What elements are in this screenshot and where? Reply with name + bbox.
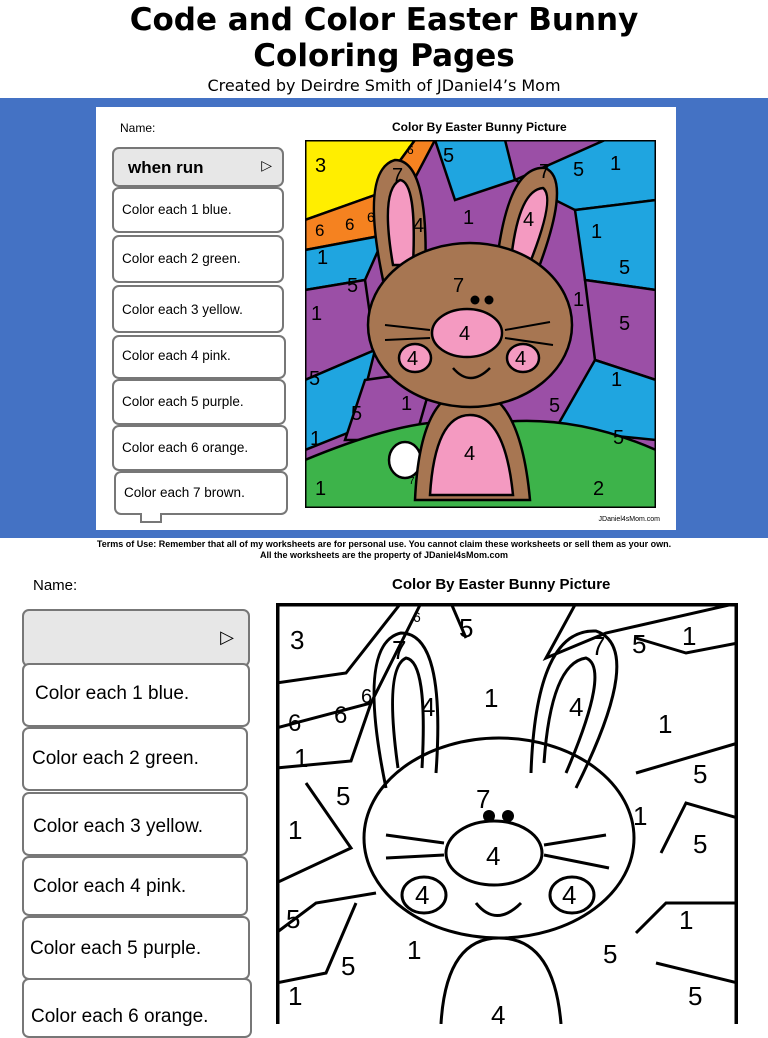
left-ear-inner-outline — [393, 658, 424, 768]
instruction-block-3 — [22, 792, 248, 856]
region-number: 7 — [392, 635, 407, 665]
region-number: 5 — [341, 951, 356, 981]
region-number: 5 — [693, 829, 708, 859]
region-number: 4 — [562, 880, 577, 910]
region-number: 4 — [415, 880, 430, 910]
region-number: 1 — [610, 153, 622, 175]
region-number: 3 — [315, 155, 327, 177]
terms-line2: All the worksheets are the property of JDaniel4sMom.com — [259, 550, 509, 560]
region-number: 1 — [463, 207, 475, 229]
region-number: 5 — [693, 759, 708, 789]
region-number: 5 — [619, 313, 631, 335]
region-number: 1 — [658, 709, 673, 739]
picture-title: Color By Easter Bunny Picture — [392, 120, 567, 134]
region-number: 1 — [407, 935, 422, 965]
bunny-eye — [502, 810, 514, 822]
watermark: JDaniel4sMom.com — [598, 516, 660, 523]
bunny-eye — [485, 296, 494, 305]
instruction-text: Color each 6 orange. — [31, 1006, 209, 1027]
instruction-text: Color each 3 yellow. — [122, 302, 243, 317]
region-number: 5 — [347, 275, 359, 297]
region-number: 4 — [515, 348, 527, 370]
region-number: 1 — [317, 247, 329, 269]
region-number: 1 — [633, 801, 648, 831]
block-notch — [140, 513, 162, 523]
instruction-block-2 — [22, 727, 248, 791]
when-run-block-blank — [22, 609, 250, 667]
region-number: 7 — [453, 275, 465, 297]
region-number: 4 — [464, 443, 476, 465]
region-number: 2 — [593, 478, 605, 500]
instruction-block-6 — [22, 978, 252, 1038]
region-number: 4 — [421, 692, 436, 722]
instruction-text: Color each 1 blue. — [122, 202, 232, 217]
instruction-text: Color each 1 blue. — [35, 683, 190, 704]
instruction-text: Color each 4 pink. — [33, 876, 187, 897]
region-number: 5 — [688, 981, 703, 1011]
region-number: 1 — [315, 478, 327, 500]
region-number: 7 — [409, 476, 415, 487]
region-number: 1 — [682, 621, 697, 651]
region-number: 3 — [290, 625, 305, 655]
colored-bunny-picture — [305, 140, 656, 508]
instruction-text: Color each 6 orange. — [122, 440, 249, 455]
region-number: 5 — [619, 257, 631, 279]
instruction-block-5 — [22, 916, 250, 980]
region-number: 6 — [334, 702, 348, 729]
region-number: 5 — [309, 368, 321, 390]
region-number: 5 — [336, 781, 351, 811]
region-number: 4 — [459, 323, 471, 345]
region-line — [636, 743, 738, 773]
instruction-block-3 — [112, 285, 284, 333]
region-number: 6 — [367, 209, 375, 225]
instruction-text: Color each 5 purple. — [122, 394, 244, 409]
sky-region — [575, 200, 656, 290]
name-label: Name: — [120, 121, 156, 135]
region-number: 4 — [413, 215, 425, 237]
instruction-block-1 — [112, 187, 284, 233]
region-number: 1 — [484, 683, 499, 713]
instruction-block-2 — [112, 235, 284, 283]
run-triangle-icon: ▷ — [261, 158, 272, 174]
instruction-block-4 — [22, 856, 248, 916]
region-number: 1 — [679, 905, 694, 935]
region-number: 4 — [491, 1000, 506, 1024]
left-ear-inner — [388, 180, 414, 265]
region-number: 6 — [413, 609, 421, 625]
region-number: 4 — [407, 348, 419, 370]
region-number: 5 — [613, 427, 625, 449]
region-number: 1 — [591, 221, 603, 243]
page-title-line2: Coloring Pages — [253, 38, 515, 74]
run-triangle-icon: ▷ — [220, 627, 234, 648]
instruction-text: Color each 7 brown. — [124, 485, 245, 500]
region-number: 1 — [611, 369, 623, 391]
region-number: 1 — [573, 289, 585, 311]
instruction-text: Color each 3 yellow. — [33, 816, 204, 837]
instruction-text: Color each 5 purple. — [30, 938, 202, 959]
colored-preview-sheet — [96, 107, 676, 530]
region-number: 4 — [569, 692, 584, 722]
region-number: 6 — [407, 143, 414, 157]
author-credit: Created by Deirdre Smith of JDaniel4’s Mom — [207, 76, 561, 95]
name-label-large: Name: — [33, 577, 78, 594]
region-number: 7 — [476, 784, 491, 814]
region-number: 5 — [632, 629, 647, 659]
instruction-block-6 — [112, 425, 288, 471]
region-number: 1 — [294, 743, 309, 773]
region-number: 6 — [288, 710, 302, 737]
region-number: 7 — [392, 165, 404, 187]
region-number: 5 — [351, 403, 363, 425]
instruction-block-7 — [114, 471, 288, 515]
region-number: 4 — [486, 841, 501, 871]
region-number: 5 — [286, 904, 301, 934]
region-number: 5 — [573, 159, 585, 181]
region-number: 5 — [459, 613, 474, 643]
uncolored-bunny-picture — [276, 603, 738, 1024]
smile-outline — [476, 903, 521, 916]
region-number: 1 — [288, 815, 303, 845]
instruction-text: Color each 4 pink. — [122, 348, 231, 363]
instruction-text: Color each 2 green. — [32, 748, 199, 769]
region-number: 1 — [310, 428, 322, 450]
region-number: 1 — [311, 303, 323, 325]
region-number: 4 — [523, 209, 535, 231]
instruction-text: Color each 2 green. — [122, 251, 241, 266]
picture-title-large: Color By Easter Bunny Picture — [392, 576, 611, 593]
region-number: 5 — [443, 145, 455, 167]
instruction-block-4 — [112, 335, 286, 379]
terms-line1: Terms of Use: Remember that all of my worksheets are for personal use. You cannot claim these worksheets or sell them as your own. — [96, 539, 672, 549]
region-number: 1 — [401, 393, 413, 415]
region-number: 5 — [603, 939, 618, 969]
instruction-block-5 — [112, 379, 286, 425]
region-number: 6 — [361, 686, 373, 708]
region-number: 1 — [288, 981, 303, 1011]
region-number: 7 — [539, 161, 551, 183]
page-title-line1: Code and Color Easter Bunny — [129, 2, 639, 38]
when-run-label: when run — [128, 158, 204, 177]
region-number: 6 — [345, 215, 355, 234]
terms-of-use — [0, 539, 768, 561]
when-run-block — [112, 147, 284, 187]
instruction-block-1 — [22, 663, 250, 727]
region-number: 6 — [315, 221, 325, 240]
region-number: 5 — [549, 395, 561, 417]
bunny-eye — [471, 296, 480, 305]
region-line — [656, 963, 738, 983]
region-number: 7 — [591, 631, 606, 661]
